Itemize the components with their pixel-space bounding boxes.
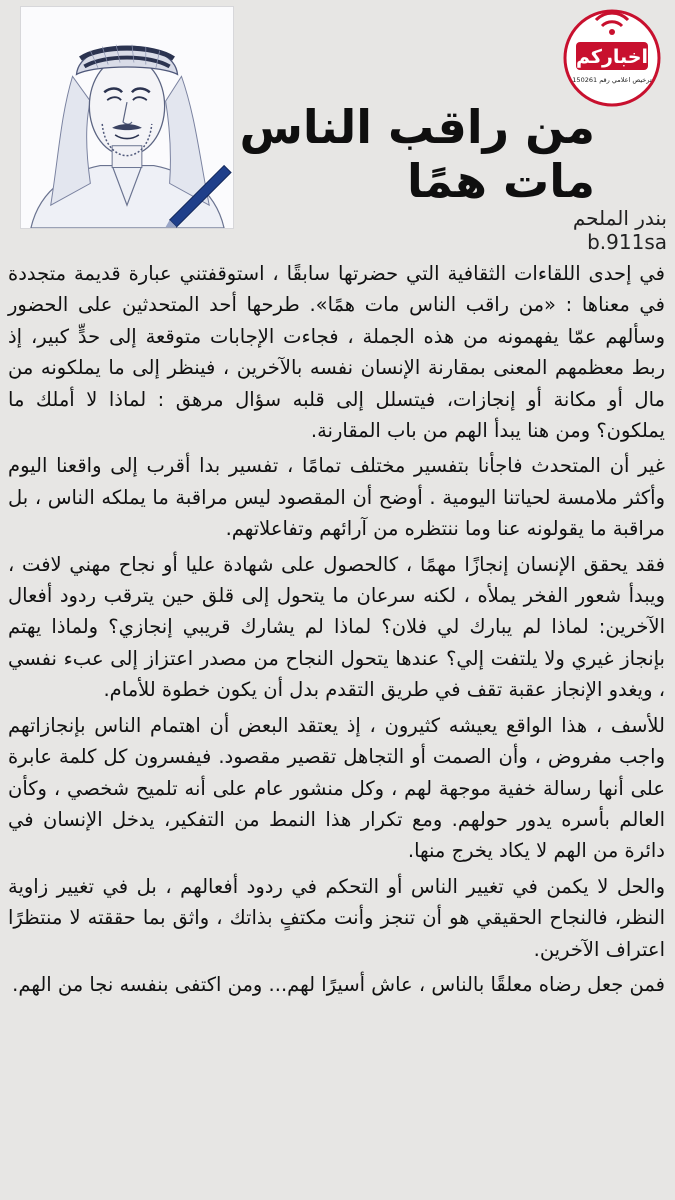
article-paragraph: والحل لا يكمن في تغيير الناس أو التحكم في ردود أفعالهم ، بل في تغيير زاوية النظر، فالنجاح الحقيقي هو أن تنجز وأنت مكتفٍ بذاتك ، واثق بما حققته لا منتظرًا اعتراف الآخرين. [8, 874, 665, 961]
article-paragraph: فمن جعل رضاه معلقًا بالناس ، عاش أسيرًا لهم... ومن اكتفى بنفسه نجا من الهم. [12, 972, 665, 996]
logo-subtext: ترخيص اعلامي رقم 150261 [572, 76, 652, 84]
author-byline [573, 206, 667, 254]
article-paragraph: في إحدى اللقاءات الثقافية التي حضرتها سابقًا ، استوقفتني عبارة قديمة متجددة في معناها : «من راقب الناس مات همًا». طرحها أحد المتحدثين على الحضور وسألهم عمّا يفهمونه من هذه الجملة ، فجاءت الإجابات متوقعة إلى حدٍّ كبير، إذ ربط معظمهم المعنى بمقارنة الإنسان نفسه بالآخرين ، فينظر إلى ما يملكونه من مال أو مكانة أو إنجازات، فيتسلل إلى قلبه سؤال مرهق : لماذا لا أملك ما يملكون؟ ومن هنا يبدأ الهم من باب المقارنة. [8, 262, 665, 443]
logo-name: اخباركم [576, 46, 648, 68]
article-paragraph: فقد يحقق الإنسان إنجازًا مهمًا ، كالحصول على شهادة عليا أو نجاح مهني لافت ، ويبدأ شعور الفخر يملأه ، لكنه سرعان ما يتحول إلى قلق حين يترقب ردود أفعال الآخرين: لماذا لم يبارك لي فلان؟ لماذا لم يشارك قريبي إنجازي؟ ولماذا يهتم بإنجاز غيري ولا يلتفت إلي؟ عندها يتحول النجاح من مصدر اعتزاز إلى عبء نفسي ، ويغدو الإنجاز عقبة تقف في طريق التقدم بدل أن يكون خطوة للأمام. [8, 552, 665, 702]
article-paragraph: غير أن المتحدث فاجأنا بتفسير مختلف تمامًا ، تفسير بدا أقرب إلى واقعنا اليوم وأكثر ملامسة لحياتنا اليومية . أوضح أن المقصود ليس مراقبة ما يملكه الناس ، بل مراقبة ما يقولونه عنا وما ننتظره من آرائهم وتفاعلاتهم. [8, 454, 665, 541]
article-paragraph: للأسف ، هذا الواقع يعيشه كثيرون ، إذ يعتقد البعض أن اهتمام الناس بإنجازاتهم واجب مفروض ، وأن الصمت أو التجاهل تقصير مقصود. فيفسرون كل كلمة عابرة على أنها رسالة خفية موجهة لهم ، وكل منشور عام على أنه تلميح شخصي ، وكأن العالم بأسره يدور حولهم. ومع تكرار هذا النمط من التفكير، يدخل الإنسان في دائرة من الهم لا يكاد يخرج منها. [8, 713, 665, 863]
author-handle: b.911sa [587, 230, 667, 254]
article-body [8, 258, 665, 1004]
author-name: بندر الملحم [572, 206, 667, 230]
akhbarkom-logo [562, 8, 662, 108]
article-title: من راقب الناس مات همًا [239, 100, 595, 208]
author-portrait-sketch [20, 6, 234, 229]
